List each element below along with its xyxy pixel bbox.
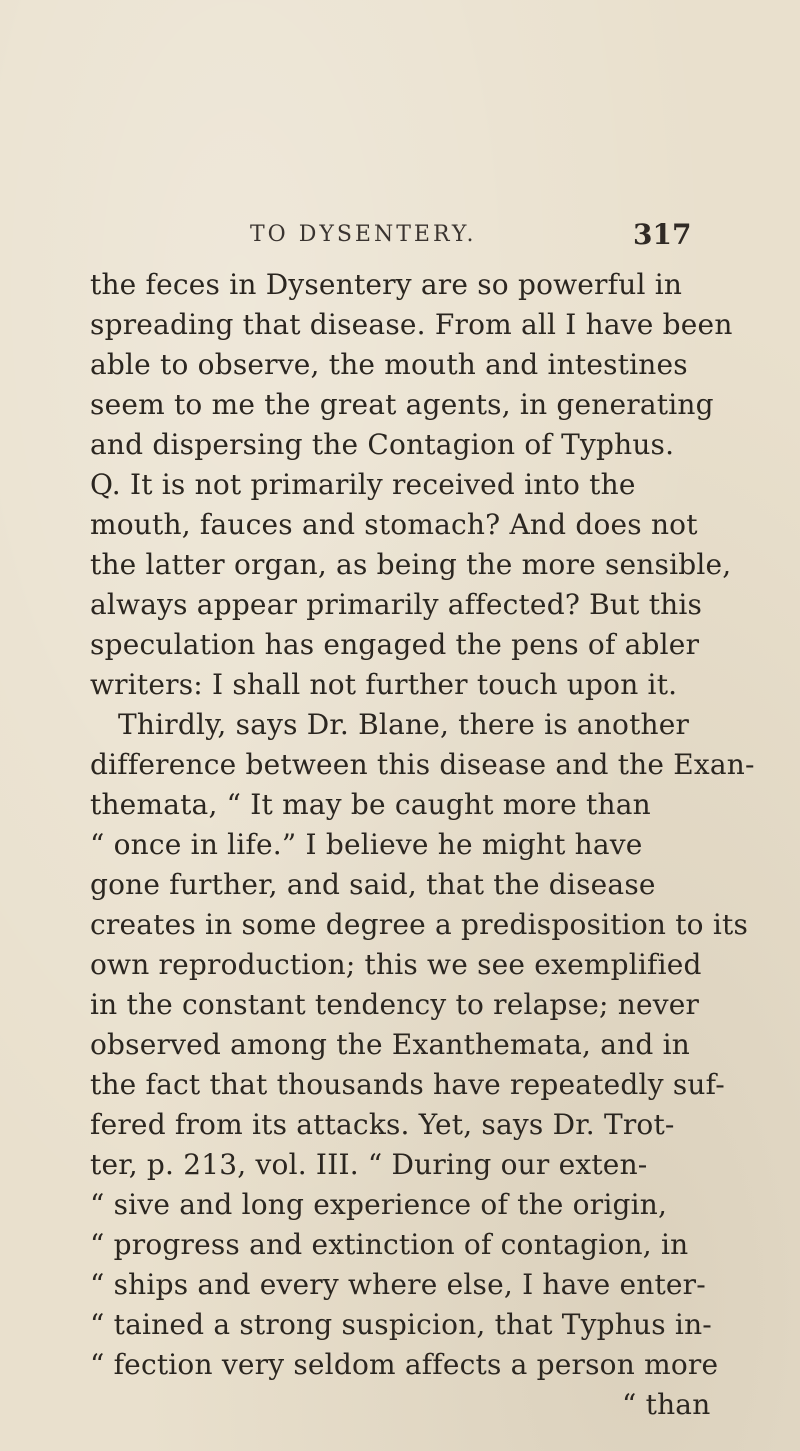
text-line: Q. It is not primarily received into the [90,468,636,501]
text-line: “ sive and long experience of the origin, [90,1188,668,1221]
text-line: “ tained a strong suspicion, that Typhus in- [90,1308,712,1341]
text-line: mouth, fauces and stomach? And does not [90,508,698,541]
text-line: gone further, and said, that the disease [90,868,656,901]
running-head: TO DYSENTERY. [250,222,477,247]
catchword: “ than [622,1388,711,1421]
text-line: “ ships and every where else, I have enter- [90,1268,706,1301]
text-line: always appear primarily affected? But this [90,588,703,621]
text-line: in the constant tendency to relapse; never [90,988,700,1021]
text-line: spreading that disease. From all I have been [90,308,733,341]
text-line: writers: I shall not further touch upon it. [90,668,678,701]
text-line: observed among the Exanthemata, and in [90,1028,690,1061]
text-line: fered from its attacks. Yet, says Dr. Trot- [90,1108,675,1141]
text-line: themata, “ It may be caught more than [90,788,651,821]
text-line: the latter organ, as being the more sensible, [90,548,732,581]
text-line: “ progress and extinction of contagion, in [90,1228,689,1261]
page-number: 317 [633,218,692,251]
text-line: “ once in life.” I believe he might have [90,828,643,861]
text-line: able to observe, the mouth and intestines [90,348,688,381]
text-line: difference between this disease and the Exan- [90,748,755,781]
text-line: creates in some degree a predisposition to its [90,908,749,941]
text-line: own reproduction; this we see exemplified [90,948,702,981]
text-line: Thirdly, says Dr. Blane, there is another [118,708,690,741]
text-line: “ fection very seldom affects a person more [90,1348,719,1381]
text-line: the feces in Dysentery are so powerful in [90,268,683,301]
text-line: and dispersing the Contagion of Typhus. [90,428,675,461]
text-line: speculation has engaged the pens of abler [90,628,700,661]
page-header [0,218,800,262]
text-line: seem to me the great agents, in generating [90,388,714,421]
text-line: the fact that thousands have repeatedly suf- [90,1068,725,1101]
text-line: ter, p. 213, vol. III. “ During our exten- [90,1148,648,1181]
